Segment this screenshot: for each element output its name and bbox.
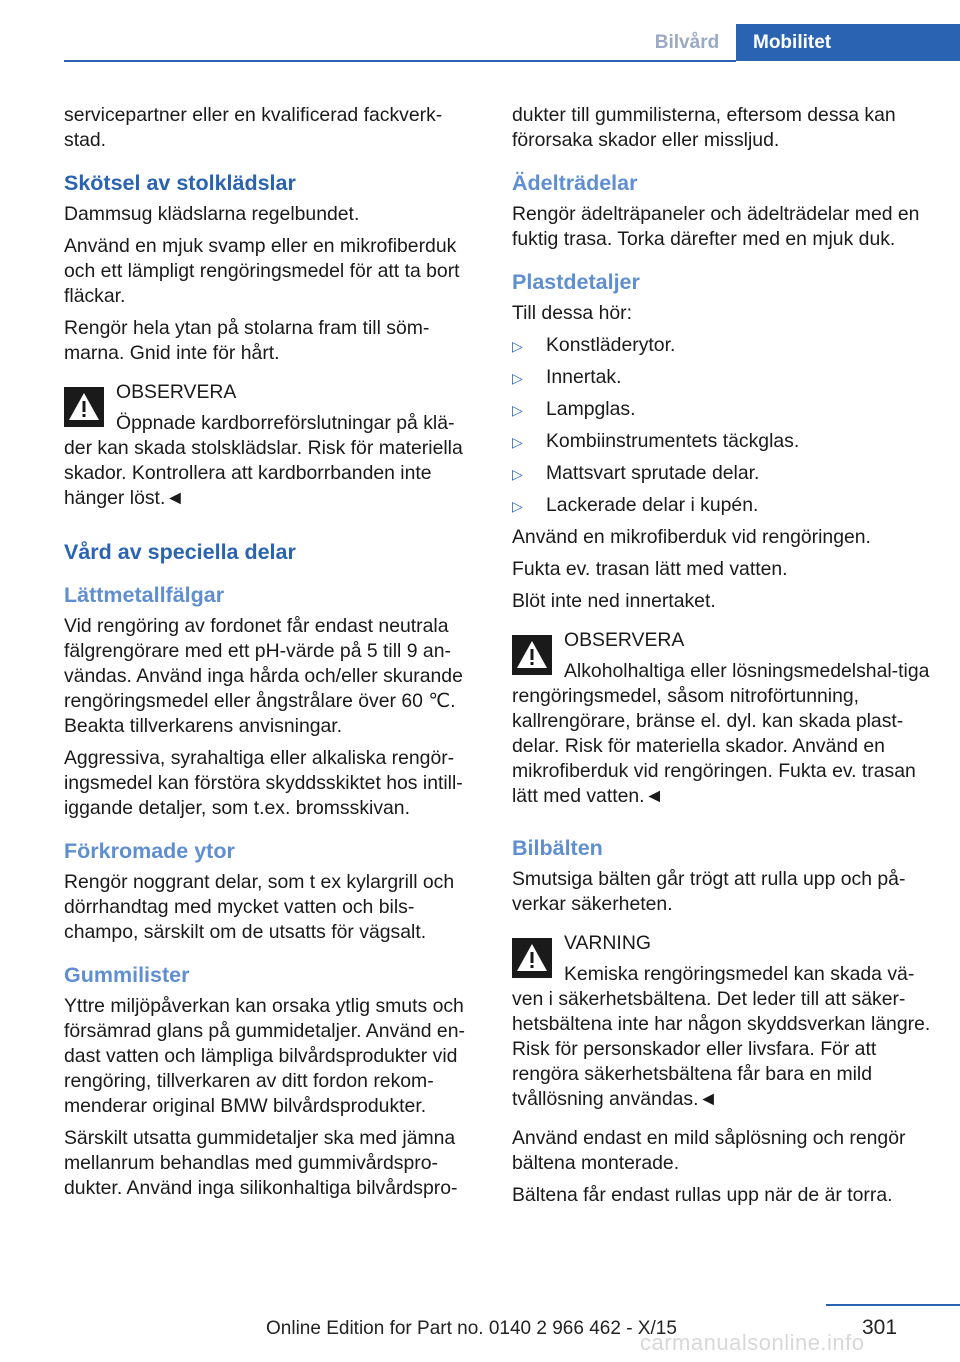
warning-body: Alkoholhaltiga eller lösningsmedelshal-tiga rengöringsmedel, såsom nitroförtunning, kallrengörare, bränse el. dyl. kan skada plast-delar. Risk för materiella skador. Använd en mikrofiberduk vid rengöringen. Fukta ev. trasan lätt med vatten.◄ (512, 660, 930, 807)
warning-box (64, 380, 476, 511)
watermark: carmanualsonline.info (640, 1330, 865, 1355)
paragraph: dukter till gummilisterna, eftersom dessa kan förorsaka skador eller missljud. (512, 104, 896, 151)
tab-bilvard[interactable]: Bilvård (638, 24, 736, 61)
section-heading: Skötsel av stolklädslar (64, 171, 296, 195)
header-rule (64, 60, 736, 62)
paragraph: Bältena får endast rullas upp när de är torra. (512, 1184, 893, 1206)
list-item: ▷ Mattsvart sprutade delar. (512, 461, 932, 486)
subsection-heading: Plastdetaljer (512, 270, 640, 294)
left-column (64, 103, 476, 1208)
right-column (512, 103, 932, 1215)
paragraph: Till dessa hör: (512, 302, 632, 324)
warning-body: Kemiska rengöringsmedel kan skada vä-ven i säkerhetsbältena. Det leder till att säker-hetsbältena inte har någon skyddsverkan längre. Risk för personskador eller livsfara. För att rengöra säkerhetsbältena får bara en mild tvållösning användas.◄ (512, 963, 931, 1110)
paragraph: Blöt inte ned innertaket. (512, 590, 716, 612)
paragraph: Dammsug klädslarna regelbundet. (64, 203, 360, 225)
header-tabs (638, 24, 960, 61)
list-item: ▷ Lackerade delar i kupén. (512, 493, 932, 518)
list-item: ▷ Innertak. (512, 365, 932, 390)
warning-triangle-icon (64, 387, 104, 427)
triangle-bullet-icon: ▷ (512, 338, 523, 354)
paragraph: Rengör noggrant delar, som t ex kylargrill och dörrhandtag med mycket vatten och bils-champo, särskilt om de utsatts för vägsalt. (64, 871, 455, 943)
list-item: ▷ Kombiinstrumentets täckglas. (512, 429, 932, 454)
paragraph: Yttre miljöpåverkan kan orsaka ytlig smuts och försämrad glans på gummidetaljer. Använd en-dast vatten och lämpliga bilvårdsprodukter vid rengöring, tillverkaren av ditt fordon rekom-menderar original BMW bilvårdsprodukter. (64, 995, 465, 1117)
warning-title: VARNING (564, 932, 651, 954)
paragraph: Särskilt utsatta gummidetaljer ska med jämna mellanrum behandlas med gummivårdspro-dukter. Använd inga silikonhaltiga bilvårdspro- (64, 1127, 458, 1199)
warning-triangle-icon (512, 938, 552, 978)
paragraph: Rengör ädelträpaneler och ädelträdelar med en fuktig trasa. Torka därefter med en mjuk duk. (512, 203, 920, 250)
subsection-heading: Gummilister (64, 963, 190, 987)
bullet-list (512, 333, 932, 518)
warning-title: OBSERVERA (564, 629, 685, 651)
subsection-heading: Lättmetallfälgar (64, 583, 225, 607)
warning-triangle-icon (512, 635, 552, 675)
paragraph: servicepartner eller en kvalificerad fackverk-stad. (64, 104, 443, 151)
list-item: ▷ Lampglas. (512, 397, 932, 422)
warning-body: Öppnade kardborreförslutningar på klä-der kan skada stolsklädslar. Risk för materiella skador. Kontrollera att kardborrbanden inte hänger löst.◄ (64, 412, 463, 509)
paragraph: Använd en mjuk svamp eller en mikrofiberduk och ett lämpligt rengöringsmedel för att ta bort fläckar. (64, 235, 460, 307)
paragraph: Använd endast en mild såplösning och rengör bältena monterade. (512, 1127, 906, 1174)
tab-mobilitet[interactable]: Mobilitet (736, 24, 960, 61)
warning-box (512, 931, 932, 1112)
triangle-bullet-icon: ▷ (512, 434, 523, 450)
footer-rule (826, 1304, 960, 1306)
paragraph: Smutsiga bälten går trögt att rulla upp och på-verkar säkerheten. (512, 868, 906, 915)
paragraph: Vid rengöring av fordonet får endast neutrala fälgrengörare med ett pH-värde på 5 till 9 an-vändas. Använd inga hårda och/eller skurande rengöringsmedel eller ångstrålare över 60 ℃. Beakta tillverkarens anvisningar. (64, 615, 463, 737)
triangle-bullet-icon: ▷ (512, 466, 523, 482)
paragraph: Aggressiva, syrahaltiga eller alkaliska rengör-ingsmedel kan förstöra skyddsskiktet hos intill-iggande detaljer, som t.ex. bromsskivan. (64, 747, 463, 819)
list-item: ▷ Konstläderytor. (512, 333, 932, 358)
section-heading: Vård av speciella delar (64, 540, 296, 564)
edition-footer: Online Edition for Part no. 0140 2 966 462 - X/15 (266, 1318, 677, 1339)
warning-title: OBSERVERA (116, 381, 237, 403)
triangle-bullet-icon: ▷ (512, 498, 523, 514)
subsection-heading: Förkromade ytor (64, 839, 235, 863)
triangle-bullet-icon: ▷ (512, 370, 523, 386)
page-number: 301 (862, 1316, 898, 1339)
paragraph: Rengör hela ytan på stolarna fram till söm-marna. Gnid inte för hårt. (64, 317, 430, 364)
subsection-heading: Ädelträdelar (512, 171, 638, 195)
warning-box (512, 628, 932, 809)
paragraph: Använd en mikrofiberduk vid rengöringen. (512, 526, 871, 548)
triangle-bullet-icon: ▷ (512, 402, 523, 418)
subsection-heading: Bilbälten (512, 836, 603, 860)
paragraph: Fukta ev. trasan lätt med vatten. (512, 558, 788, 580)
